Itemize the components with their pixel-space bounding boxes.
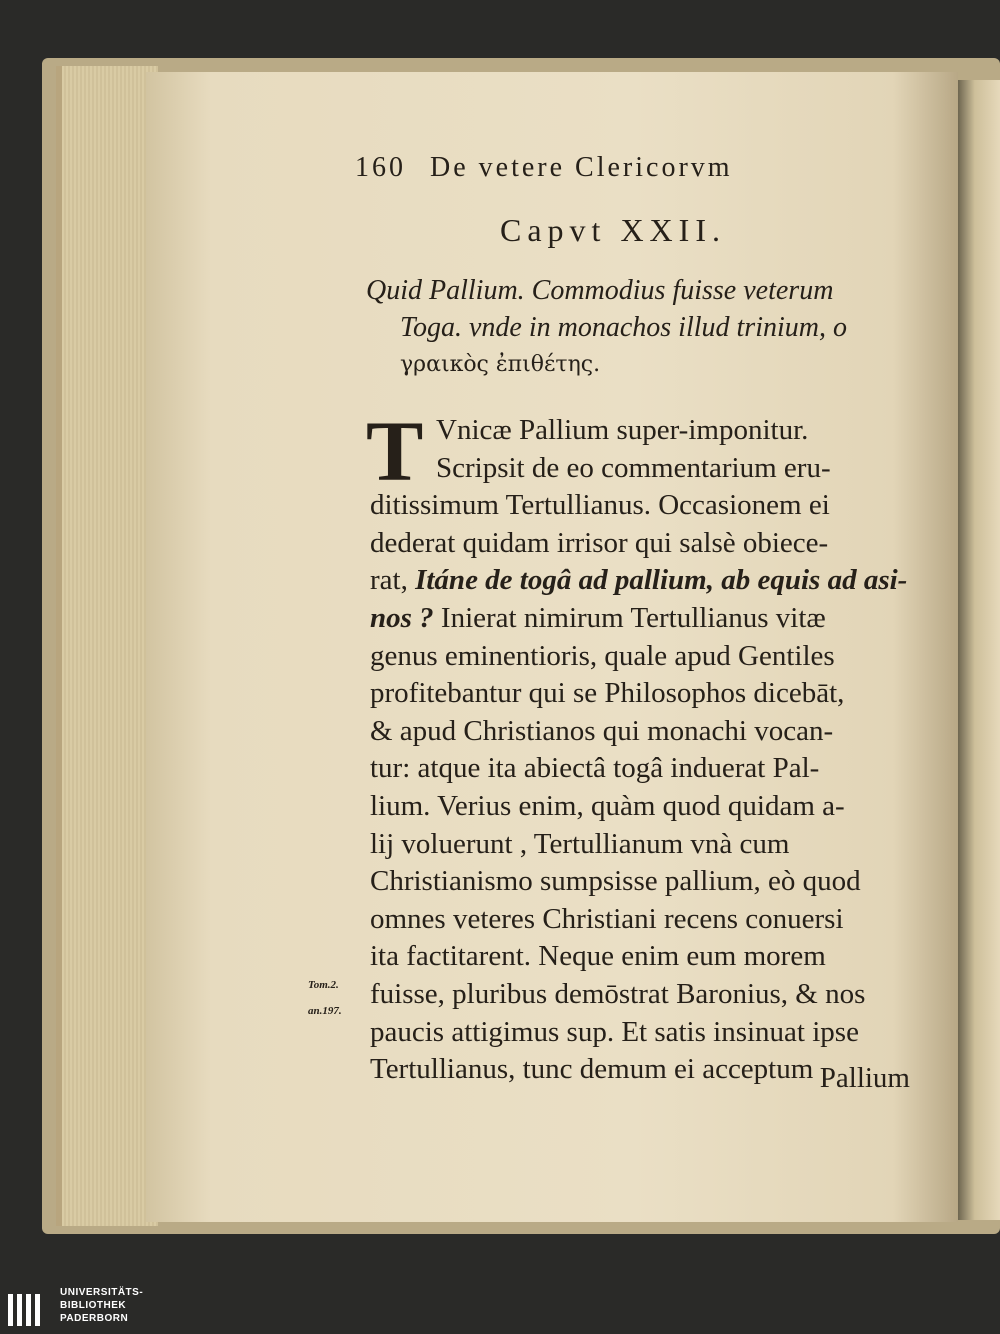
chapter-summary: [366, 272, 906, 383]
body-line: omnes veteres Christiani recens conuersi: [370, 902, 844, 935]
quotation-italic: Itáne de togâ ad pallium, ab equis ad asi-: [415, 564, 908, 597]
body-line: lij voluerunt , Tertullianum vnà cum: [370, 827, 790, 860]
body-line: [370, 562, 910, 600]
body-line: Scripsit de eo commentarium eru-: [436, 451, 831, 484]
summary-line-greek: γραικὸς ἐπιθέτης.: [400, 352, 601, 377]
body-line: ita factitarent. Neque enim eum morem: [370, 940, 826, 973]
summary-line: Toga. vnde in monachos illud trinium, o: [400, 312, 847, 343]
catchword: Pallium: [819, 1062, 910, 1094]
page-number: 160: [355, 152, 406, 183]
margin-note-line: Tom.2.: [308, 979, 339, 991]
body-text: [370, 412, 910, 1089]
body-line: Christianismo sumpsisse pallium, eò quod: [370, 865, 861, 898]
body-line: Tertullianus, tunc demum ei acceptum: [370, 1053, 814, 1086]
chapter-heading: Capvt XXII.: [500, 212, 726, 248]
page-edges: [56, 66, 158, 1226]
body-line: & apud Christianos qui monachi vocan-: [370, 714, 834, 747]
margin-note: [308, 972, 370, 1024]
library-logo-text: [60, 1286, 260, 1325]
body-text-run: rat,: [370, 564, 408, 597]
summary-line: Quid Pallium. Commodius fuisse veterum: [366, 275, 834, 306]
logo-line: BIBLIOTHEK: [60, 1300, 127, 1311]
body-line: lium. Verius enim, quàm quod quidam a-: [370, 789, 845, 822]
body-line: ditissimum Tertullianus. Occasionem ei: [370, 489, 830, 522]
body-line: fuisse, pluribus demōstrat Baronius, & nos: [370, 977, 866, 1010]
quotation-italic: nos ?: [370, 601, 434, 634]
library-logo-icon: [6, 1290, 50, 1330]
running-title: De vetere Clericorvm: [430, 152, 733, 183]
body-line: dederat quidam irrisor qui salsè obiece-: [370, 526, 829, 559]
body-line: profitebantur qui se Philosophos dicebāt,: [370, 677, 845, 710]
logo-line: UNIVERSITÄTS-: [60, 1287, 144, 1298]
body-line: tur: atque ita abiectâ togâ induerat Pal-: [370, 752, 820, 785]
margin-note-line: an.197.: [308, 1005, 342, 1017]
running-head: [355, 152, 875, 196]
body-line: genus eminentioris, quale apud Gentiles: [370, 639, 835, 672]
body-line: [370, 600, 910, 638]
facing-page-edge: [958, 80, 1000, 1220]
drop-cap: T: [366, 403, 424, 499]
logo-line: PADERBORN: [60, 1313, 129, 1324]
body-text-run: Inierat nimirum Tertullianus vitæ: [440, 601, 826, 634]
body-line: paucis attigimus sup. Et satis insinuat ipse: [370, 1015, 859, 1048]
body-line: Vnicæ Pallium super-imponitur.: [436, 414, 809, 446]
